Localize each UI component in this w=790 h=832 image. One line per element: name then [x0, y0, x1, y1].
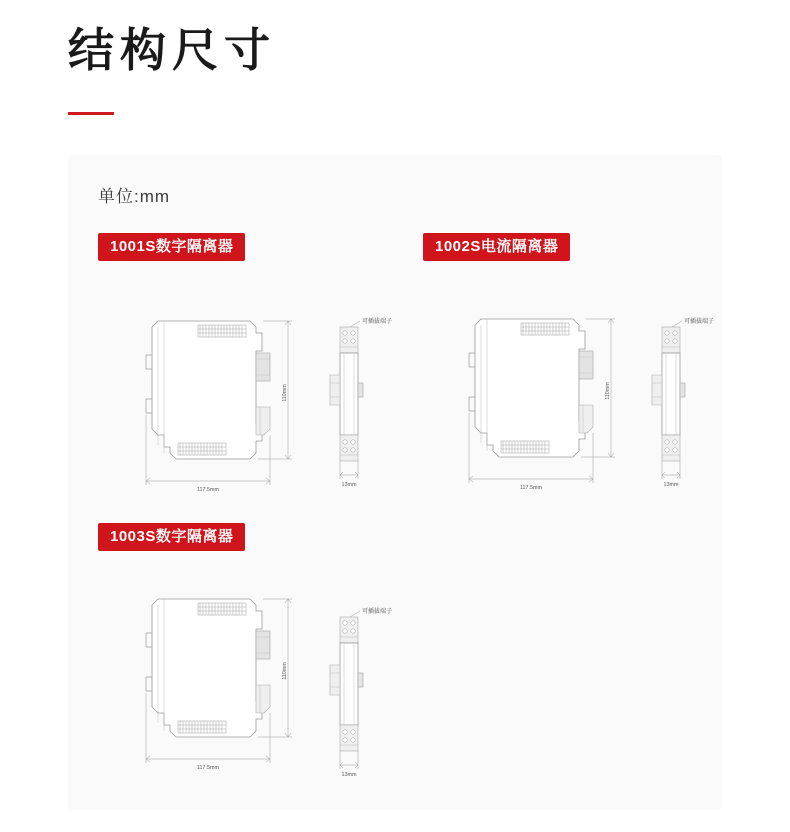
page-title: 结构尺寸 — [68, 24, 276, 76]
label-1001s-terminal: 可插拔端子 — [362, 319, 393, 325]
title-underline-divider — [68, 112, 114, 115]
dim-1003s-depth: 13mm — [341, 772, 357, 778]
product-tag-1002s: 1002S电流隔离器 — [423, 233, 570, 261]
drawing-1002s-side-view — [638, 283, 748, 508]
label-1002s-terminal: 可插拔端子 — [684, 319, 715, 325]
dim-1001s-depth: 13mm — [341, 482, 357, 488]
dim-1003s-width: 117.5mm — [196, 765, 220, 771]
dim-1002s-height: 110mm — [605, 382, 611, 400]
drawing-1003s-front-view — [80, 583, 320, 783]
page-header — [0, 0, 790, 120]
dimensions-card — [68, 155, 722, 810]
dim-1001s-height: 110mm — [282, 384, 288, 402]
drawing-1003s-side-view — [316, 573, 426, 798]
drawing-1002s-front-view — [403, 303, 643, 503]
unit-label: 单位:mm — [98, 187, 171, 206]
product-tag-1001s: 1001S数字隔离器 — [98, 233, 245, 261]
dim-1001s-width: 117.5mm — [196, 487, 220, 493]
dim-1002s-width: 117.5mm — [519, 485, 543, 491]
product-tag-1003s: 1003S数字隔离器 — [98, 523, 245, 551]
label-1003s-terminal: 可插拔端子 — [362, 609, 393, 615]
dim-1002s-depth: 13mm — [663, 482, 679, 488]
dim-1003s-height: 110mm — [282, 662, 288, 680]
drawing-1001s-front-view — [80, 295, 320, 505]
